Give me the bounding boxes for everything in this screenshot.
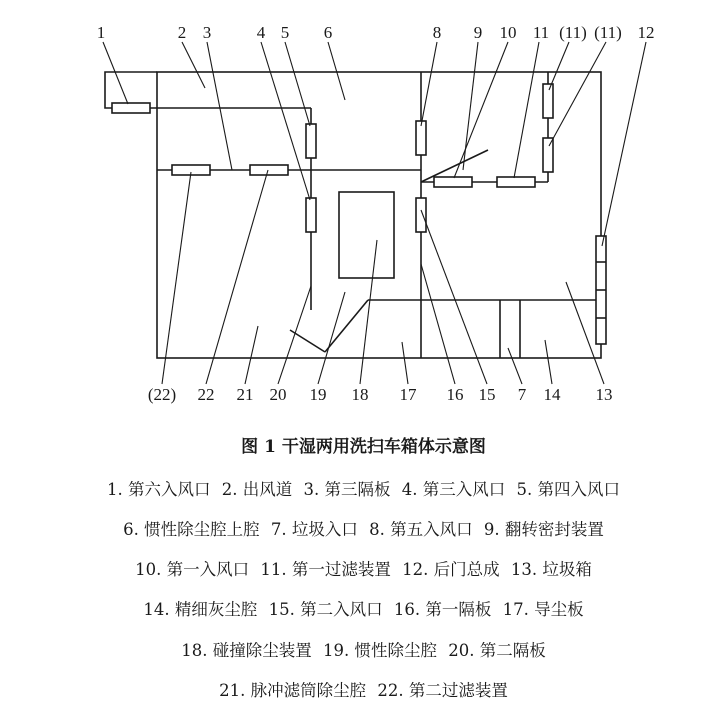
callout-number: 8 [432, 23, 442, 42]
callout-number: 20 [269, 385, 287, 404]
legend-item: 21. 脉冲滤筒除尘腔 [219, 681, 367, 700]
leader-lines [103, 42, 646, 384]
callout-number: 1 [96, 23, 106, 42]
callout-number: (22) [147, 385, 177, 404]
callout-number: 3 [202, 23, 212, 42]
components [112, 84, 606, 344]
legend-item: 12. 后门总成 [402, 560, 500, 579]
callout-number: 6 [323, 23, 333, 42]
callout-number: 9 [473, 23, 483, 42]
legend-row [0, 596, 727, 620]
callout-number: 7 [517, 385, 527, 404]
legend-item: 15. 第二入风口 [268, 600, 383, 619]
callout-number: 15 [478, 385, 496, 404]
collision-dedust-device [339, 192, 394, 278]
first-filter-upper [543, 84, 553, 118]
legend-row [0, 516, 727, 540]
legend-item: 9. 翻转密封装置 [483, 520, 604, 539]
figure-caption: 图 1 干湿两用洗扫车箱体示意图 [241, 437, 486, 457]
legend-item: 1. 第六入风口 [107, 480, 211, 499]
legend-item: 11. 第一过滤装置 [260, 560, 391, 579]
legend-item: 17. 导尘板 [502, 600, 584, 619]
second-inlet [416, 198, 426, 232]
legend-item: 3. 第三隔板 [303, 480, 391, 499]
callout-number: 16 [446, 385, 464, 404]
legend-item: 16. 第一隔板 [393, 600, 492, 619]
callout-number: 2 [177, 23, 187, 42]
callout-number: (11) [594, 23, 622, 42]
legend-item: 2. 出风道 [221, 480, 293, 499]
callout-number: 19 [309, 385, 327, 404]
callout-number: (11) [559, 23, 587, 42]
callout-number: 14 [543, 385, 561, 404]
callout-number: 12 [637, 23, 655, 42]
legend-item: 14. 精细灰尘腔 [143, 600, 258, 619]
dust-guide-slope [325, 300, 368, 352]
callout-number: 5 [280, 23, 290, 42]
legend-item: 10. 第一入风口 [135, 560, 250, 579]
sixth-inlet [112, 103, 150, 113]
callout-number: 21 [236, 385, 254, 404]
legend-item: 19. 惯性除尘腔 [323, 641, 437, 660]
third-inlet [306, 198, 316, 232]
legend-item: 13. 垃圾箱 [510, 560, 592, 579]
callout-numbers [97, 23, 655, 404]
legend-item: 7. 垃圾入口 [270, 520, 358, 539]
legend-item: 8. 第五入风口 [369, 520, 473, 539]
callout-number: 22 [197, 385, 215, 404]
legend-item: 6. 惯性除尘腔上腔 [123, 520, 260, 539]
callout-number: 13 [595, 385, 613, 404]
second-filter-right [250, 165, 288, 175]
box-outline [157, 72, 601, 358]
legend-row [0, 476, 727, 500]
legend-item: 5. 第四入风口 [516, 480, 620, 499]
first-filter-horizontal [497, 177, 535, 187]
box-structure [105, 72, 601, 358]
callout-number: 10 [499, 23, 517, 42]
callout-number: 4 [256, 23, 266, 42]
fourth-inlet [306, 124, 316, 158]
callout-number: 18 [351, 385, 369, 404]
legend-item: 22. 第二过滤装置 [377, 681, 508, 700]
legend-row [0, 556, 727, 580]
fifth-inlet [416, 121, 426, 155]
first-filter-lower [543, 138, 553, 172]
callout-number: 11 [532, 23, 550, 42]
legend-row [0, 677, 727, 701]
legend-row [0, 637, 727, 661]
legend-item: 4. 第三入风口 [401, 480, 506, 499]
legend-item: 20. 第二隔板 [448, 641, 546, 660]
legend-item: 18. 碰撞除尘装置 [181, 641, 312, 660]
first-inlet [434, 177, 472, 187]
callout-number: 17 [399, 385, 417, 404]
